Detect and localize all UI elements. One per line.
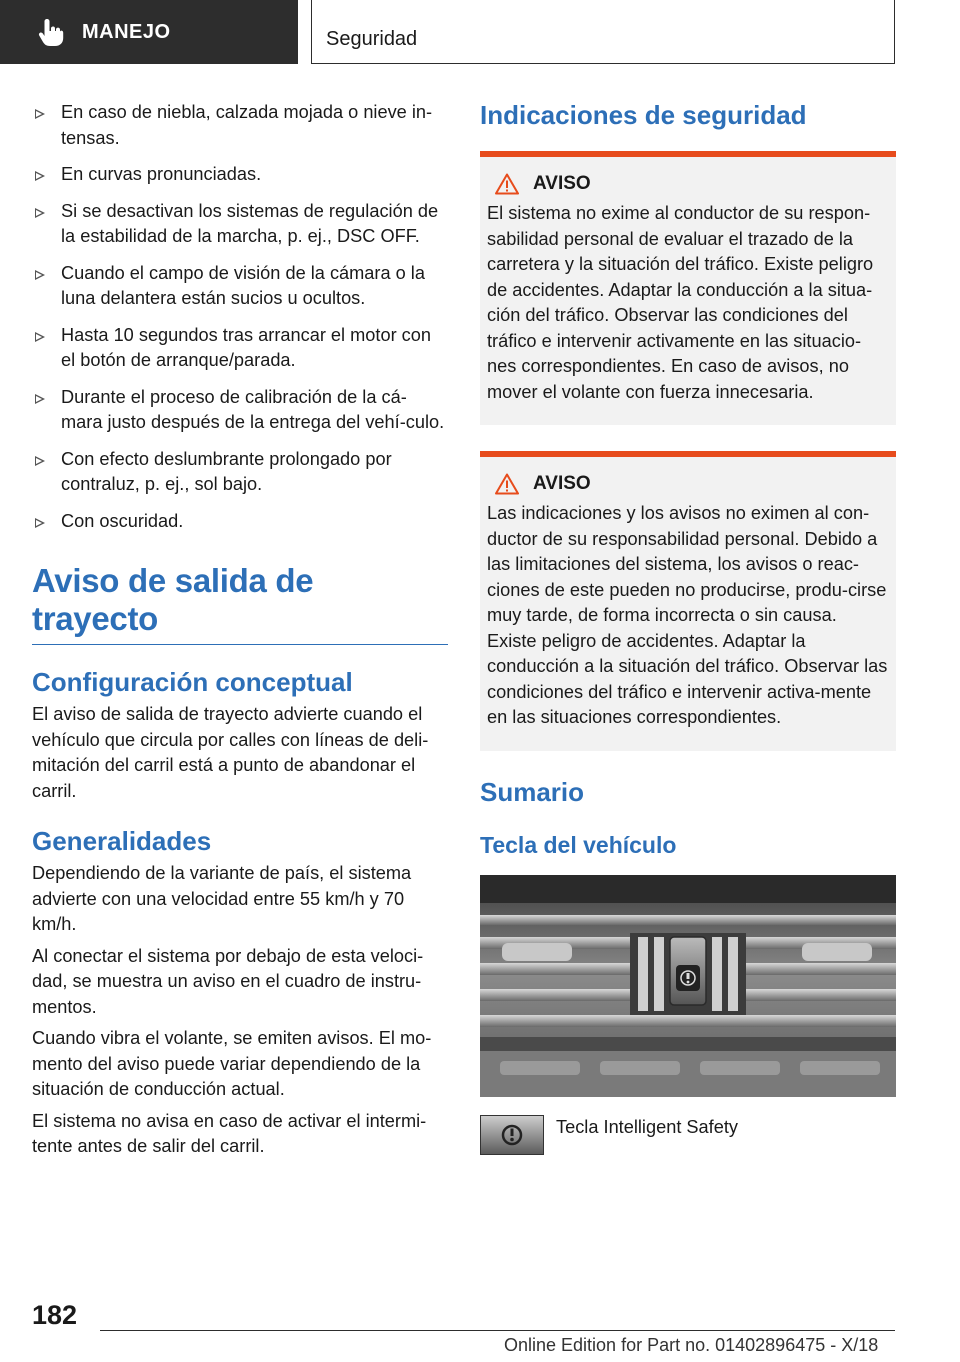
- section-label: Seguridad: [326, 28, 418, 50]
- list-item: En curvas pronunciadas.: [32, 162, 448, 188]
- list-item: Si se desactivan los sistemas de regulación de la estabilidad de la marcha, p. ej., DSC OFF.: [32, 199, 448, 250]
- summary-heading: Sumario: [480, 776, 585, 807]
- triangle-bullet-icon: [35, 208, 45, 218]
- left-column: [32, 100, 448, 1160]
- footer-divider: [100, 1330, 895, 1331]
- list-item: En caso de niebla, calzada mojada o nieve in-tensas.: [32, 100, 448, 151]
- warning-text: El sistema no exime al conductor de su respon-sabilidad personal de evaluar el trazado de la carretera y la situación del tráfico. Existe peligro de accidentes. Adaptar la conducción a la situa-ción del tráfico. Observar las condiciones del tráfico e intervenir activamente en las situacio-nes correspondientes. En caso de avisos, no mover el volante con fuerza innecesaria.: [487, 203, 874, 402]
- section-header: [311, 0, 895, 64]
- triangle-bullet-icon: [35, 171, 45, 181]
- conditions-list: [32, 100, 448, 534]
- safety-heading: Indicaciones de seguridad: [480, 100, 807, 130]
- warning-triangle-icon: [495, 173, 519, 195]
- warning-text: Las indicaciones y los avisos no eximen al con-ductor de su responsabilidad personal. Debido a las limitaciones del sistema, los avisos o reac-ciones de este pueden no producirse, produ-cirse muy tarde, de forma incorrecta o sin causa. Existe peligro de accidentes. Adaptar la conducción a la situación del tráfico. Observar las condiciones del tráfico e intervenir activa-mente en las situaciones correspondientes.: [487, 503, 888, 727]
- triangle-bullet-icon: [35, 394, 45, 404]
- general-paragraph: El sistema no avisa en caso de activar el intermi-tente antes de salir del carril.: [32, 1110, 427, 1156]
- list-item: Cuando el campo de visión de la cámara o la luna delantera están sucios u ocultos.: [32, 261, 448, 312]
- right-column: [480, 100, 896, 1155]
- warning-title: AVISO: [487, 173, 888, 195]
- key-label: Tecla Intelligent Safety: [556, 1116, 738, 1137]
- triangle-bullet-icon: [35, 456, 45, 466]
- list-item: Con oscuridad.: [32, 509, 448, 535]
- chapter-label: MANEJO: [82, 20, 171, 43]
- warning-box: [480, 451, 896, 751]
- key-legend: [480, 1115, 896, 1155]
- dashboard-vent-photo: [480, 875, 896, 1097]
- list-item: Hasta 10 segundos tras arrancar el motor con el botón de arranque/parada.: [32, 323, 448, 374]
- general-paragraph: Al conectar el sistema por debajo de esta veloci-dad, se muestra un aviso en el cuadro de instru-mentos.: [32, 945, 424, 1017]
- triangle-bullet-icon: [35, 332, 45, 342]
- general-paragraph: Cuando vibra el volante, se emiten avisos. El mo-mento del aviso puede variar dependiendo de la situación de conducción actual.: [32, 1028, 432, 1099]
- hand-pointer-icon: [38, 17, 64, 47]
- concept-text: El aviso de salida de trayecto advierte cuando el vehículo que circula por calles con líneas de deli-mitación del carril está a punto de abandonar el carril.: [32, 704, 429, 801]
- general-heading: Generalidades: [32, 826, 212, 856]
- triangle-bullet-icon: [35, 109, 45, 119]
- edition-text: Online Edition for Part no. 01402896475 - X/18: [504, 1335, 879, 1355]
- warning-box: [480, 151, 896, 425]
- page-number: 182: [32, 1300, 78, 1330]
- concept-heading: Configuración conceptual: [32, 667, 353, 697]
- general-paragraph: Dependiendo de la variante de país, el sistema advierte con una velocidad entre 55 km/h y 70 km/h.: [32, 863, 412, 934]
- list-item: Con efecto deslumbrante prolongado por contraluz, p. ej., sol bajo.: [32, 447, 448, 498]
- section-title: Aviso de salida de trayecto: [32, 562, 448, 645]
- triangle-bullet-icon: [35, 270, 45, 280]
- warning-title: AVISO: [487, 473, 888, 495]
- triangle-bullet-icon: [35, 518, 45, 528]
- list-item: Durante el proceso de calibración de la cá-mara justo después de la entrega del vehí-culo.: [32, 385, 448, 436]
- key-heading: Tecla del vehículo: [480, 831, 677, 858]
- intelligent-safety-button-icon: [480, 1115, 544, 1155]
- chapter-tab[interactable]: [0, 0, 298, 64]
- warning-triangle-icon: [495, 473, 519, 495]
